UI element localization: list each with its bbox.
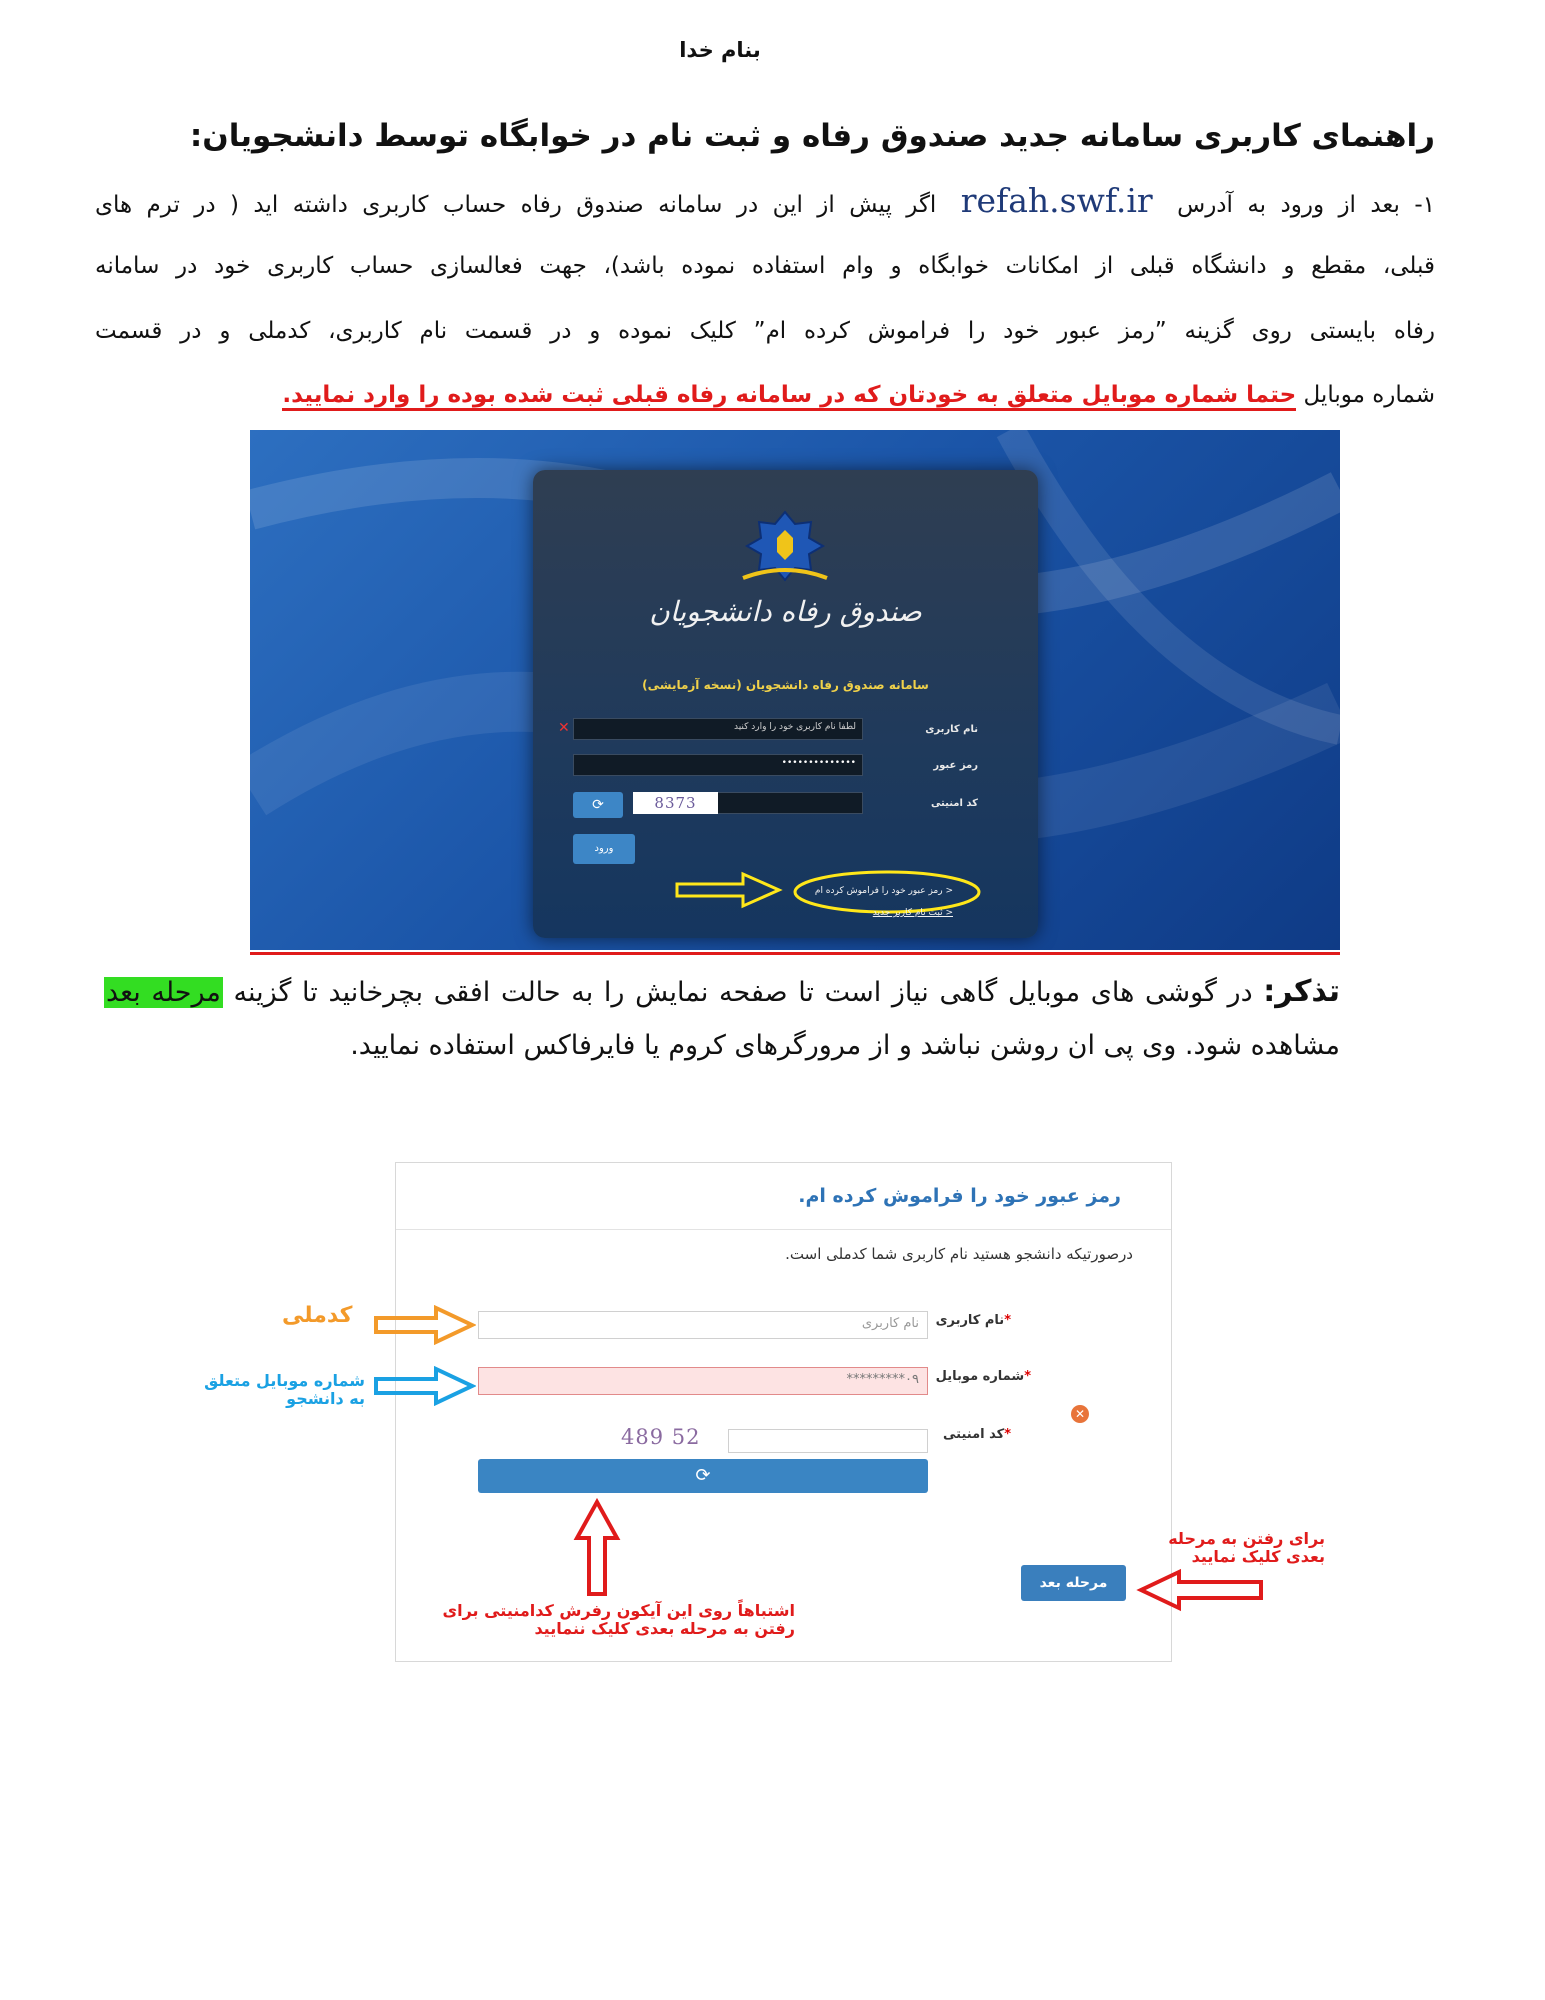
page-title: راهنمای کاربری سامانه جدید صندوق رفاه و ثبت نام در خوابگاه توسط دانشجویان: — [189, 118, 1435, 154]
next-step-button[interactable]: مرحله بعد — [1021, 1565, 1126, 1601]
error-icon: ✕ — [1071, 1405, 1089, 1423]
captcha-image: 8373 — [633, 792, 718, 814]
orange-arrow-icon — [372, 1305, 476, 1345]
yellow-arrow-icon — [673, 870, 785, 910]
password-label: رمز عبور — [933, 760, 978, 771]
username-label: *نام کاربری — [935, 1313, 1011, 1328]
login-button[interactable]: ورود — [573, 834, 635, 864]
mobile-annotation: شماره موبایل متعلق به دانشجو — [204, 1371, 365, 1408]
next-hint-annotation: برای رفتن به مرحله بعدی کلیک نمایید — [1168, 1529, 1325, 1566]
password-input[interactable]: •••••••••••••• — [573, 754, 863, 776]
system-title: سامانه صندوق رفاه دانشجویان (نسخه آزمایشی) — [642, 678, 929, 692]
note-line2: مشاهده شود. وی پی ان روشن نباشد و از مرورگرهای کروم یا فایرفاکس استفاده نمایید. — [350, 1030, 1340, 1061]
step1-line4: شماره موبایل حتما شماره موبایل متعلق به خودتان که در سامانه رفاه قبلی ثبت شده بوده را وارد نمایید. — [282, 362, 1435, 428]
swf-logo-icon — [733, 508, 837, 584]
username-input[interactable]: نام کاربری — [478, 1311, 928, 1339]
divider — [396, 1229, 1171, 1230]
clear-icon[interactable]: ✕ — [558, 720, 570, 736]
basmala: بنام خدا — [679, 38, 761, 62]
red-left-arrow-icon — [1135, 1568, 1265, 1612]
website-url[interactable]: refah.swf.ir — [960, 181, 1153, 220]
captcha-label: کد امنیتی — [930, 798, 978, 809]
refresh-warning-annotation: اشتباهاً روی این آیکون رفرش کدامنیتی برای رفتن به مرحله بعدی کلیک ننمایید — [442, 1601, 795, 1638]
step1-line1: ۱- بعد از ورود به آدرس refah.swf.ir اگر پیش از این در سامانه صندوق رفاه حساب کاربری داشته اید ( در ترم های — [95, 181, 1436, 220]
captcha-label: *کد امنیتی — [943, 1427, 1011, 1442]
national-code-annotation: کدملی — [282, 1303, 353, 1328]
red-separator — [250, 952, 1340, 955]
captcha-input[interactable] — [728, 1429, 928, 1453]
mobile-label: *شماره موبایل — [935, 1369, 1031, 1384]
captcha-refresh-button[interactable] — [478, 1459, 928, 1493]
red-up-arrow-icon — [572, 1498, 622, 1598]
login-screenshot — [250, 430, 1340, 950]
step1-line3: رفاه بایستی روی گزینه ”رمز عبور خود را فراموش کرده ام” کلیک نموده و در قسمت نام کاربری، کدملی و در قسمت — [95, 318, 1435, 344]
step-number: ۱- — [1414, 192, 1436, 218]
captcha-image: 489 52 — [621, 1425, 701, 1449]
register-link[interactable]: < ثبت نام کاربر جدید — [872, 908, 953, 918]
red-warning: حتما شماره موبایل متعلق به خودتان که در سامانه رفاه قبلی ثبت شده بوده را وارد نمایید. — [282, 382, 1296, 411]
note-line1: تذکر: در گوشی های موبایل گاهی نیاز است تا صفحه نمایش را به حالت افقی بچرخانید تا گزینه مرحله بعد — [106, 974, 1340, 1009]
note-highlight: مرحله بعد — [106, 977, 221, 1008]
refresh-icon: ⟳ — [695, 1465, 711, 1486]
refresh-icon: ⟳ — [592, 797, 604, 813]
note-lead: تذکر: — [1263, 974, 1340, 1009]
username-input[interactable]: لطفا نام کاربری خود را وارد کنید — [573, 718, 863, 740]
captcha-refresh-button[interactable] — [573, 792, 623, 818]
mobile-input[interactable]: ۰۹********* — [478, 1367, 928, 1395]
login-panel — [533, 470, 1038, 938]
forgot-password-screenshot — [395, 1162, 1172, 1662]
forgot-password-link[interactable]: < رمز عبور خود را فراموش کرده ام — [814, 886, 953, 896]
blue-arrow-icon — [372, 1366, 476, 1406]
logo-text: صندوق رفاه دانشجویان — [649, 595, 922, 628]
forgot-title: رمز عبور خود را فراموش کرده ام. — [798, 1185, 1121, 1207]
step1-line2: قبلی، مقطع و دانشگاه قبلی از امکانات خوابگاه و وام استفاده نموده باشد)، جهت فعالسازی حساب کاربری خود در سامانه — [95, 253, 1435, 279]
username-label: نام کاربری — [925, 724, 978, 735]
info-text: درصورتیکه دانشجو هستید نام کاربری شما کدملی است. — [785, 1245, 1133, 1263]
